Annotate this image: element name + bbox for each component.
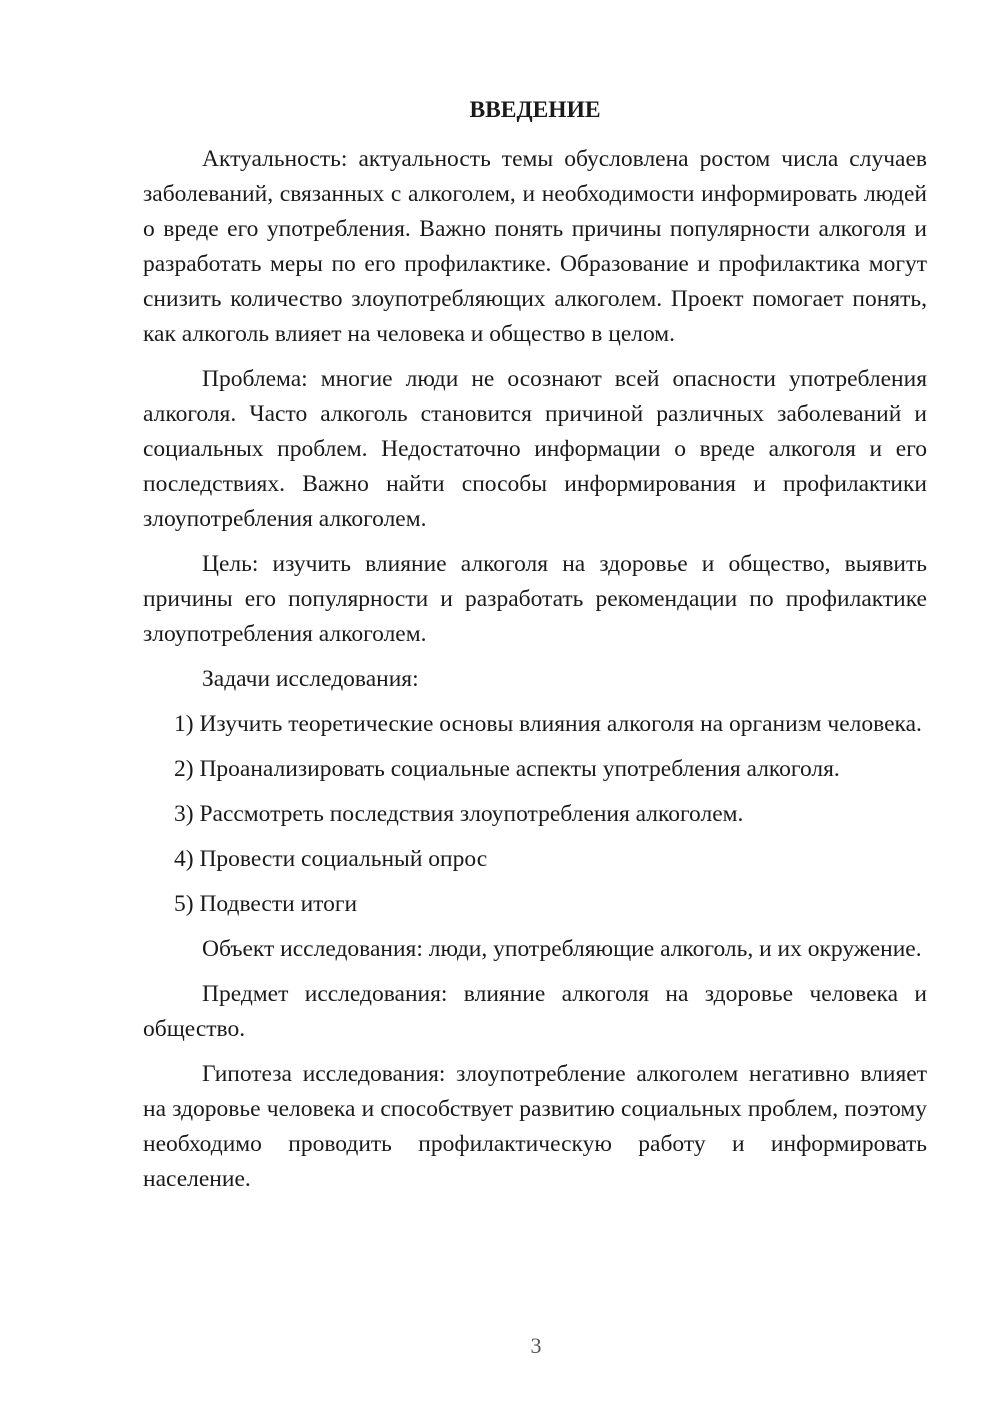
problem-paragraph: Проблема: многие люди не осознают всей опасности употребления алкоголя. Часто алкоголь становится причиной различных заболеваний и социальных проблем. Недостаточно информации о вреде алкоголя и его последствиях. Важно найти способы информирования и профилактики злоупотребления алкоголем.: [143, 366, 927, 532]
task-item-2: 2) Проанализировать социальные аспекты употребления алкоголя.: [174, 756, 840, 782]
task-item-5: 5) Подвести итоги: [174, 891, 358, 917]
page-content: [143, 93, 927, 1207]
page-number: 3: [530, 1333, 542, 1358]
tasks-label: Задачи исследования:: [202, 666, 419, 692]
subject-paragraph: Предмет исследования: влияние алкоголя на здоровье человека и общество.: [143, 981, 927, 1042]
section-heading: ВВЕДЕНИЕ: [469, 97, 601, 123]
hypothesis-paragraph: Гипотеза исследования: злоупотребление алкоголем негативно влияет на здоровье человека и способствует развитию социальных проблем, поэтому необходимо проводить профилактическую работу и информировать население.: [143, 1061, 927, 1192]
object-paragraph: Объект исследования: люди, употребляющие алкоголь, и их окружение.: [202, 936, 922, 962]
task-item-4: 4) Провести социальный опрос: [174, 846, 488, 872]
relevance-paragraph: Актуальность: актуальность темы обусловлена ростом числа случаев заболеваний, связанных с алкоголем, и необходимости информировать людей о вреде его употребления. Важно понять причины популярности алкоголя и разработать меры по его профилактике. Образование и профилактика могут снизить количество злоупотребляющих алкоголем. Проект помогает понять, как алкоголь влияет на человека и общество в целом.: [143, 146, 927, 347]
task-item-3: 3) Рассмотреть последствия злоупотребления алкоголем.: [174, 801, 744, 827]
task-item-1: 1) Изучить теоретические основы влияния алкоголя на организм человека.: [174, 711, 922, 737]
goal-paragraph: Цель: изучить влияние алкоголя на здоровье и общество, выявить причины его популярности и разработать рекомендации по профилактике злоупотребления алкоголем.: [143, 551, 927, 647]
